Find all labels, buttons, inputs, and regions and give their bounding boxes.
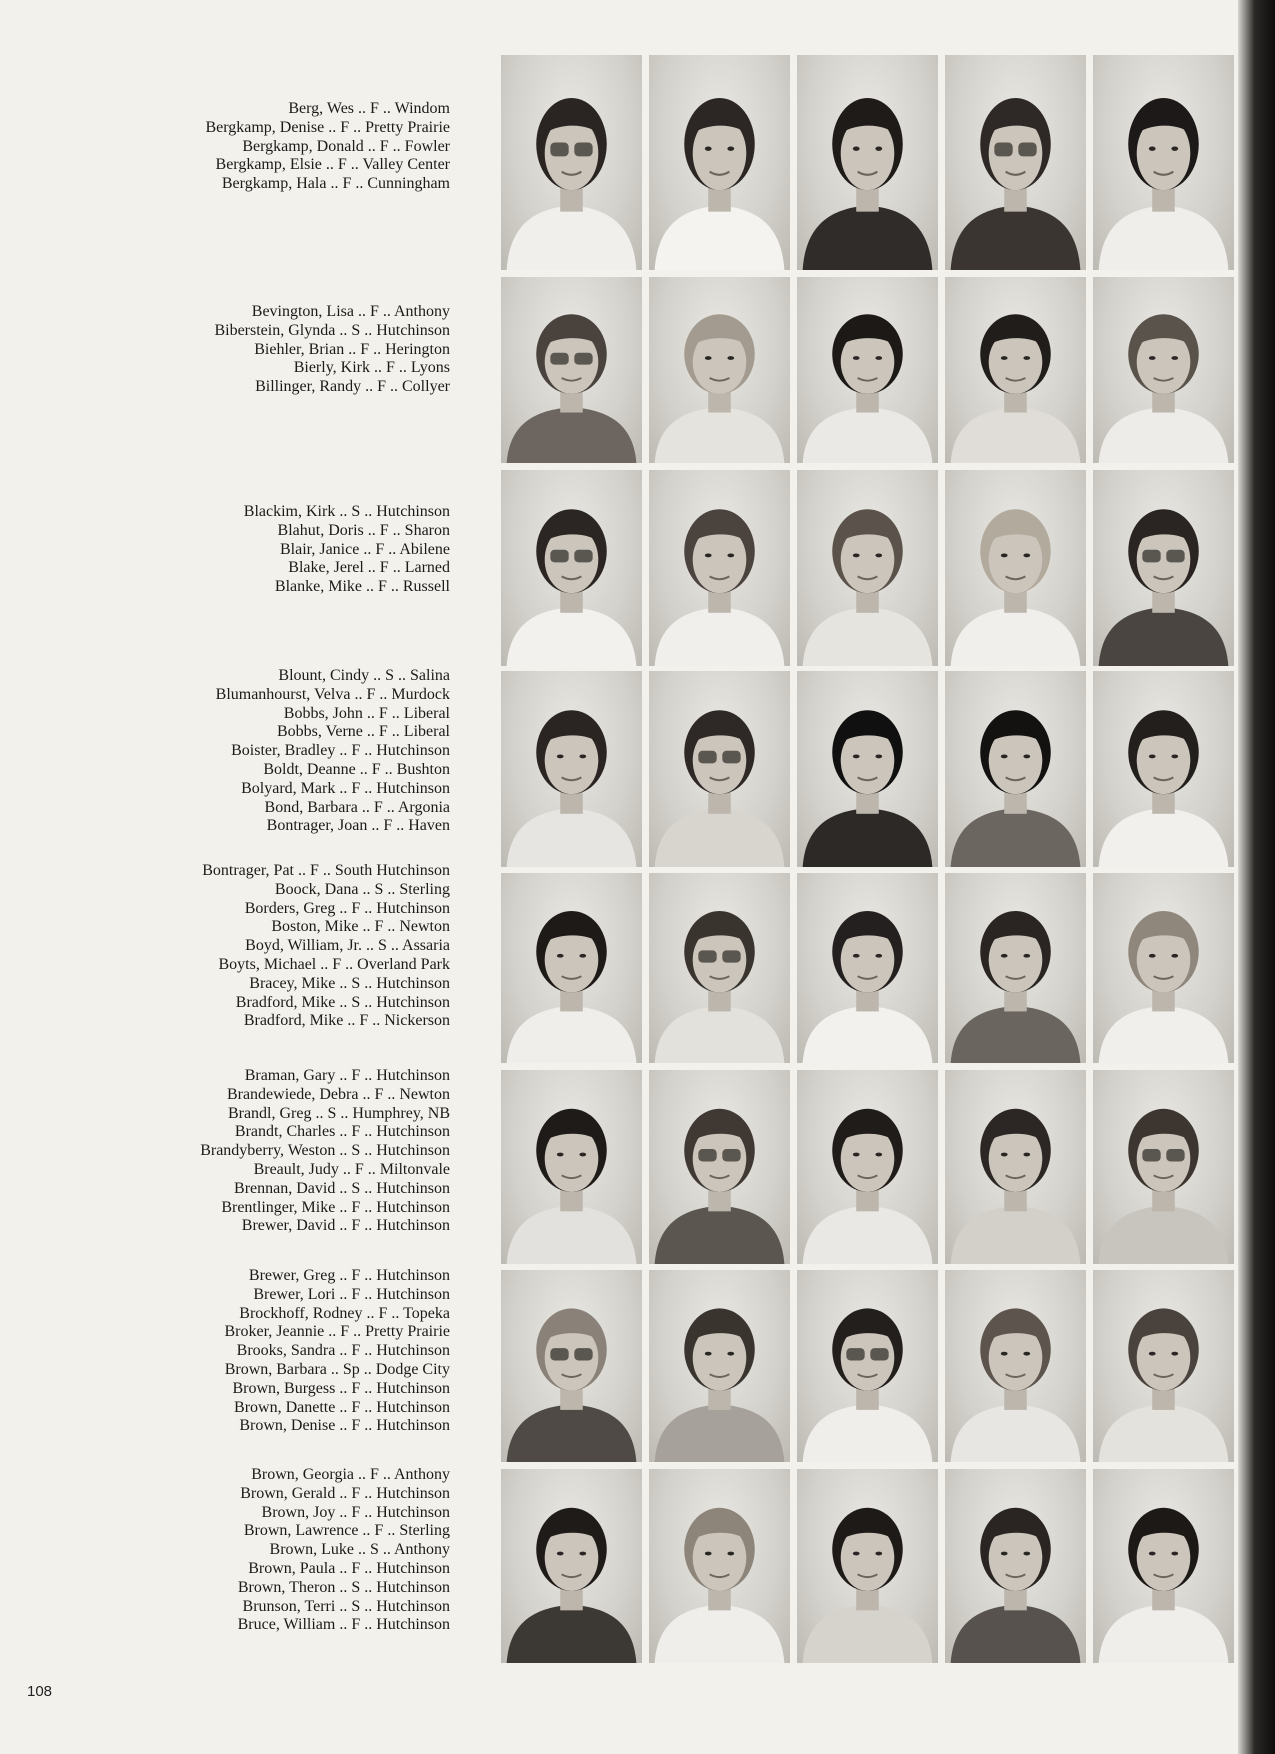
portrait-right-eye — [1171, 1352, 1178, 1356]
portrait-silhouette — [501, 873, 642, 1063]
student-name-entry: Blanke, Mike .. F .. Russell — [274, 578, 450, 596]
portrait-shoulders — [507, 407, 637, 463]
student-name-entry: Brentlinger, Mike .. F .. Hutchinson — [221, 1198, 450, 1216]
portrait-left-eye — [1001, 954, 1008, 958]
portrait-right-eye — [1023, 356, 1030, 360]
portrait-row — [501, 1469, 1238, 1663]
portrait-silhouette — [945, 470, 1086, 666]
glasses-left-lens — [550, 143, 568, 157]
student-portrait — [945, 55, 1086, 270]
portrait-shoulders — [1099, 206, 1229, 271]
portrait-shoulders — [951, 1206, 1081, 1264]
student-name-entry: Bradford, Mike .. F .. Nickerson — [243, 1012, 450, 1030]
portrait-shoulders — [803, 607, 933, 666]
book-spine-shadow — [1238, 0, 1275, 1754]
student-portrait — [1093, 873, 1234, 1063]
portrait-right-eye — [1023, 1552, 1030, 1556]
portrait-right-eye — [579, 1153, 586, 1157]
student-portrait — [649, 277, 790, 463]
portrait-right-eye — [579, 1552, 586, 1556]
student-name-entry: Blount, Cindy .. S .. Salina — [278, 667, 450, 684]
portrait-shoulders — [655, 1605, 785, 1663]
glasses-right-lens — [1166, 550, 1184, 563]
portrait-silhouette — [501, 55, 642, 270]
name-block — [80, 303, 450, 397]
portrait-shoulders — [655, 1006, 785, 1063]
portrait-left-eye — [705, 356, 712, 360]
portrait-right-eye — [875, 356, 882, 360]
portrait-shoulders — [951, 206, 1081, 271]
portrait-right-eye — [727, 553, 734, 557]
glasses-left-lens — [550, 1348, 568, 1360]
student-name-entry: Brown, Danette .. F .. Hutchinson — [234, 1398, 450, 1416]
portrait-left-eye — [853, 1552, 860, 1556]
portrait-shoulders — [1099, 1605, 1229, 1663]
portrait-row — [501, 873, 1238, 1063]
name-block — [80, 1466, 450, 1635]
student-name-entry: Brown, Joy .. F .. Hutchinson — [261, 1503, 450, 1521]
glasses-right-lens — [1166, 1149, 1184, 1161]
portrait-row — [501, 470, 1238, 666]
student-name-entry: Brunson, Terri .. S .. Hutchinson — [242, 1597, 450, 1615]
portrait-right-eye — [875, 954, 882, 958]
glasses-left-lens — [846, 1348, 864, 1360]
portrait-silhouette — [797, 1270, 938, 1462]
glasses-right-lens — [574, 550, 592, 563]
portrait-right-eye — [1023, 1153, 1030, 1157]
portrait-row — [501, 1270, 1238, 1462]
student-name-entry: Bontrager, Joan .. F .. Haven — [266, 817, 450, 835]
portrait-right-eye — [875, 1552, 882, 1556]
portrait-shoulders — [803, 1404, 933, 1462]
portrait-silhouette — [501, 1070, 642, 1264]
portrait-left-eye — [853, 553, 860, 557]
portrait-shoulders — [951, 607, 1081, 666]
student-name-entry: Bradford, Mike .. S .. Hutchinson — [235, 993, 450, 1011]
student-name-entry: Bevington, Lisa .. F .. Anthony — [251, 303, 450, 320]
portrait-right-eye — [727, 1552, 734, 1556]
student-name-entry: Brown, Georgia .. F .. Anthony — [251, 1466, 450, 1483]
student-portrait — [797, 470, 938, 666]
portrait-right-eye — [1023, 553, 1030, 557]
portrait-silhouette — [1093, 55, 1234, 270]
student-name-entry: Boyts, Michael .. F .. Overland Park — [218, 955, 450, 973]
portrait-silhouette — [501, 470, 642, 666]
portrait-silhouette — [797, 55, 938, 270]
portrait-left-eye — [853, 1153, 860, 1157]
portrait-left-eye — [1149, 1552, 1156, 1556]
student-portrait — [945, 1469, 1086, 1663]
student-portrait — [945, 873, 1086, 1063]
glasses-right-lens — [1018, 143, 1036, 157]
portrait-right-eye — [727, 147, 734, 151]
student-portrait — [797, 1270, 938, 1462]
student-name-entry: Boyd, William, Jr. .. S .. Assaria — [245, 937, 450, 955]
portrait-left-eye — [705, 147, 712, 151]
student-portrait — [1093, 1469, 1234, 1663]
student-portrait — [797, 277, 938, 463]
portrait-shoulders — [655, 407, 785, 463]
student-name-entry: Billinger, Randy .. F .. Collyer — [255, 378, 450, 396]
student-name-entry: Brown, Barbara .. Sp .. Dodge City — [224, 1360, 450, 1378]
glasses-left-lens — [1142, 1149, 1160, 1161]
portrait-left-eye — [853, 147, 860, 151]
student-name-entry: Brandt, Charles .. F .. Hutchinson — [234, 1123, 450, 1141]
portrait-silhouette — [1093, 1070, 1234, 1264]
portrait-shoulders — [507, 1605, 637, 1663]
student-portrait — [797, 55, 938, 270]
name-block — [80, 100, 450, 194]
student-name-entry: Bergkamp, Hala .. F .. Cunningham — [221, 175, 450, 193]
glasses-left-lens — [550, 353, 568, 365]
student-portrait — [501, 671, 642, 867]
portrait-silhouette — [797, 277, 938, 463]
portrait-shoulders — [1099, 1006, 1229, 1063]
portrait-silhouette — [649, 1070, 790, 1264]
portrait-shoulders — [655, 1206, 785, 1264]
portrait-left-eye — [1001, 1352, 1008, 1356]
student-portrait — [1093, 1070, 1234, 1264]
student-name-entry: Bond, Barbara .. F .. Argonia — [264, 798, 450, 816]
portrait-silhouette — [649, 55, 790, 270]
student-name-entry: Bobbs, Verne .. F .. Liberal — [276, 723, 450, 741]
name-block — [80, 1267, 450, 1436]
glasses-left-lens — [698, 950, 716, 962]
glasses-left-lens — [1142, 550, 1160, 563]
portrait-shoulders — [803, 808, 933, 867]
portrait-silhouette — [501, 671, 642, 867]
student-name-entry: Boston, Mike .. F .. Newton — [271, 918, 450, 936]
student-portrait — [501, 277, 642, 463]
glasses-left-lens — [698, 1149, 716, 1161]
student-name-entry: Brown, Paula .. F .. Hutchinson — [248, 1559, 450, 1577]
portrait-right-eye — [1171, 754, 1178, 758]
student-portrait — [649, 470, 790, 666]
portrait-silhouette — [945, 1070, 1086, 1264]
student-portrait — [649, 671, 790, 867]
student-portrait — [797, 1469, 938, 1663]
portrait-shoulders — [803, 407, 933, 463]
portrait-left-eye — [705, 1552, 712, 1556]
student-name-entry: Brandl, Greg .. S .. Humphrey, NB — [227, 1104, 450, 1122]
student-portrait — [1093, 55, 1234, 270]
portrait-shoulders — [951, 1605, 1081, 1663]
portrait-row — [501, 1070, 1238, 1264]
glasses-right-lens — [722, 950, 740, 962]
student-name-entry: Brandyberry, Weston .. S .. Hutchinson — [200, 1142, 450, 1160]
portrait-shoulders — [951, 808, 1081, 867]
student-name-entry: Bergkamp, Denise .. F .. Pretty Prairie — [205, 118, 450, 136]
portrait-left-eye — [557, 1153, 564, 1157]
portrait-silhouette — [1093, 1270, 1234, 1462]
portrait-left-eye — [853, 954, 860, 958]
glasses-right-lens — [722, 751, 740, 764]
portrait-silhouette — [501, 277, 642, 463]
student-portrait — [501, 1270, 642, 1462]
student-name-entry: Boister, Bradley .. F .. Hutchinson — [231, 742, 450, 760]
glasses-right-lens — [870, 1348, 888, 1360]
portrait-left-eye — [1149, 356, 1156, 360]
glasses-right-lens — [722, 1149, 740, 1161]
student-name-entry: Brewer, Lori .. F .. Hutchinson — [253, 1285, 450, 1303]
portrait-shoulders — [655, 808, 785, 867]
portrait-right-eye — [875, 147, 882, 151]
portrait-right-eye — [1171, 147, 1178, 151]
portrait-right-eye — [875, 754, 882, 758]
student-name-entry: Brown, Luke .. S .. Anthony — [269, 1541, 450, 1559]
student-portrait — [1093, 470, 1234, 666]
glasses-right-lens — [574, 143, 592, 157]
portrait-left-eye — [1001, 1153, 1008, 1157]
portrait-shoulders — [1099, 1404, 1229, 1462]
student-name-entry: Brewer, Greg .. F .. Hutchinson — [248, 1267, 450, 1284]
portrait-row — [501, 671, 1238, 867]
portrait-left-eye — [1001, 356, 1008, 360]
portrait-silhouette — [1093, 470, 1234, 666]
glasses-left-lens — [994, 143, 1012, 157]
portrait-right-eye — [1023, 1352, 1030, 1356]
portrait-silhouette — [945, 55, 1086, 270]
student-name-entry: Bruce, William .. F .. Hutchinson — [237, 1616, 450, 1634]
student-name-entry: Broker, Jeannie .. F .. Pretty Prairie — [224, 1323, 450, 1341]
student-name-entry: Biehler, Brian .. F .. Herington — [254, 340, 450, 358]
student-portrait — [945, 277, 1086, 463]
portrait-silhouette — [649, 1270, 790, 1462]
student-name-entry: Bergkamp, Donald .. F .. Fowler — [242, 137, 450, 155]
portrait-shoulders — [803, 1206, 933, 1264]
student-portrait — [945, 470, 1086, 666]
portrait-silhouette — [1093, 671, 1234, 867]
portrait-right-eye — [875, 553, 882, 557]
student-portrait — [945, 671, 1086, 867]
portrait-silhouette — [649, 277, 790, 463]
student-portrait — [649, 1270, 790, 1462]
portrait-left-eye — [705, 553, 712, 557]
student-portrait — [501, 55, 642, 270]
student-name-entry: Brockhoff, Rodney .. F .. Topeka — [239, 1304, 450, 1322]
student-name-entry: Brown, Denise .. F .. Hutchinson — [239, 1417, 450, 1435]
portrait-left-eye — [1149, 1352, 1156, 1356]
glasses-right-lens — [574, 353, 592, 365]
portrait-silhouette — [945, 277, 1086, 463]
portrait-silhouette — [797, 470, 938, 666]
portrait-shoulders — [1099, 808, 1229, 867]
portrait-right-eye — [1171, 954, 1178, 958]
portrait-right-eye — [875, 1153, 882, 1157]
portrait-shoulders — [507, 808, 637, 867]
portrait-left-eye — [853, 356, 860, 360]
student-name-entry: Brown, Burgess .. F .. Hutchinson — [232, 1379, 450, 1397]
student-portrait — [797, 873, 938, 1063]
student-name-entry: Blake, Jerel .. F .. Larned — [288, 559, 450, 577]
student-portrait — [501, 1469, 642, 1663]
portrait-shoulders — [655, 607, 785, 666]
portrait-right-eye — [1171, 356, 1178, 360]
portrait-left-eye — [705, 1352, 712, 1356]
portrait-left-eye — [557, 754, 564, 758]
portrait-silhouette — [649, 1469, 790, 1663]
student-portrait — [501, 470, 642, 666]
portrait-shoulders — [951, 1006, 1081, 1063]
student-name-entry: Borders, Greg .. F .. Hutchinson — [244, 899, 450, 917]
portrait-row — [501, 277, 1238, 463]
portrait-silhouette — [649, 671, 790, 867]
student-name-entry: Blahut, Doris .. F .. Sharon — [277, 521, 450, 539]
student-portrait — [945, 1070, 1086, 1264]
portrait-silhouette — [797, 1070, 938, 1264]
portrait-right-eye — [1023, 754, 1030, 758]
student-portrait — [797, 671, 938, 867]
portrait-left-eye — [1001, 754, 1008, 758]
portrait-right-eye — [1023, 954, 1030, 958]
portrait-left-eye — [1001, 553, 1008, 557]
portrait-silhouette — [797, 873, 938, 1063]
portrait-left-eye — [853, 754, 860, 758]
student-portrait — [1093, 277, 1234, 463]
portrait-left-eye — [1001, 1552, 1008, 1556]
student-name-entry: Boock, Dana .. S .. Sterling — [274, 880, 450, 898]
page-number: 108 — [27, 1683, 53, 1700]
student-portrait — [649, 873, 790, 1063]
portrait-left-eye — [1149, 147, 1156, 151]
glasses-right-lens — [574, 1348, 592, 1360]
student-name-entry: Berg, Wes .. F .. Windom — [288, 100, 450, 117]
student-name-entry: Boldt, Deanne .. F .. Bushton — [263, 760, 450, 778]
student-name-entry: Brennan, David .. S .. Hutchinson — [234, 1179, 450, 1197]
student-name-entry: Bobbs, John .. F .. Liberal — [283, 704, 450, 722]
student-portrait — [649, 1469, 790, 1663]
portrait-shoulders — [507, 206, 637, 271]
name-block — [80, 862, 450, 1031]
portrait-silhouette — [945, 1469, 1086, 1663]
student-portrait — [649, 55, 790, 270]
portrait-left-eye — [557, 1552, 564, 1556]
student-portrait — [501, 1070, 642, 1264]
portrait-left-eye — [557, 954, 564, 958]
portrait-shoulders — [1099, 1206, 1229, 1264]
portrait-shoulders — [803, 1605, 933, 1663]
portrait-left-eye — [1149, 754, 1156, 758]
student-portrait — [1093, 1270, 1234, 1462]
portrait-shoulders — [507, 1404, 637, 1462]
portrait-silhouette — [1093, 873, 1234, 1063]
portrait-silhouette — [797, 1469, 938, 1663]
portrait-shoulders — [507, 607, 637, 666]
portrait-shoulders — [951, 1404, 1081, 1462]
portrait-right-eye — [579, 754, 586, 758]
portrait-silhouette — [945, 873, 1086, 1063]
portrait-row — [501, 55, 1238, 270]
student-portrait — [1093, 671, 1234, 867]
portrait-shoulders — [507, 1006, 637, 1063]
student-name-entry: Brooks, Sandra .. F .. Hutchinson — [236, 1342, 450, 1360]
portrait-shoulders — [507, 1206, 637, 1264]
portrait-shoulders — [803, 1006, 933, 1063]
student-name-entry: Braman, Gary .. F .. Hutchinson — [244, 1067, 450, 1084]
portrait-silhouette — [501, 1469, 642, 1663]
portrait-silhouette — [501, 1270, 642, 1462]
portrait-silhouette — [649, 873, 790, 1063]
student-name-entry: Blumanhourst, Velva .. F .. Murdock — [215, 685, 450, 703]
portrait-right-eye — [579, 954, 586, 958]
student-name-entry: Brown, Theron .. S .. Hutchinson — [237, 1578, 450, 1596]
portrait-shoulders — [655, 1404, 785, 1462]
portrait-silhouette — [1093, 277, 1234, 463]
portrait-shoulders — [1099, 407, 1229, 463]
student-name-entry: Blair, Janice .. F .. Abilene — [280, 540, 450, 558]
student-name-entry: Brandewiede, Debra .. F .. Newton — [226, 1085, 450, 1103]
student-name-entry: Breault, Judy .. F .. Miltonvale — [253, 1160, 450, 1178]
student-name-entry: Bracey, Mike .. S .. Hutchinson — [249, 974, 450, 992]
student-name-entry: Bolyard, Mark .. F .. Hutchinson — [241, 779, 450, 797]
name-block — [80, 667, 450, 836]
portrait-left-eye — [1149, 954, 1156, 958]
student-portrait — [945, 1270, 1086, 1462]
student-name-entry: Bontrager, Pat .. F .. South Hutchinson — [202, 862, 450, 879]
student-name-entry: Bergkamp, Elsie .. F .. Valley Center — [215, 156, 450, 174]
portrait-shoulders — [655, 206, 785, 271]
portrait-silhouette — [945, 1270, 1086, 1462]
student-name-entry: Blackim, Kirk .. S .. Hutchinson — [243, 503, 450, 520]
portrait-silhouette — [649, 470, 790, 666]
student-name-entry: Biberstein, Glynda .. S .. Hutchinson — [214, 321, 450, 339]
name-block — [80, 1067, 450, 1236]
portrait-right-eye — [1171, 1552, 1178, 1556]
glasses-left-lens — [698, 751, 716, 764]
glasses-left-lens — [550, 550, 568, 563]
student-portrait — [797, 1070, 938, 1264]
name-block — [80, 503, 450, 597]
portrait-right-eye — [727, 356, 734, 360]
student-name-entry: Bierly, Kirk .. F .. Lyons — [293, 359, 450, 377]
portrait-shoulders — [803, 206, 933, 271]
student-name-entry: Brewer, David .. F .. Hutchinson — [241, 1217, 450, 1235]
student-portrait — [501, 873, 642, 1063]
student-name-entry: Brown, Gerald .. F .. Hutchinson — [240, 1484, 450, 1502]
portrait-silhouette — [797, 671, 938, 867]
portrait-right-eye — [727, 1352, 734, 1356]
portrait-silhouette — [945, 671, 1086, 867]
portrait-silhouette — [1093, 1469, 1234, 1663]
student-name-entry: Brown, Lawrence .. F .. Sterling — [243, 1522, 450, 1540]
portrait-shoulders — [1099, 607, 1229, 666]
student-portrait — [649, 1070, 790, 1264]
portrait-shoulders — [951, 407, 1081, 463]
